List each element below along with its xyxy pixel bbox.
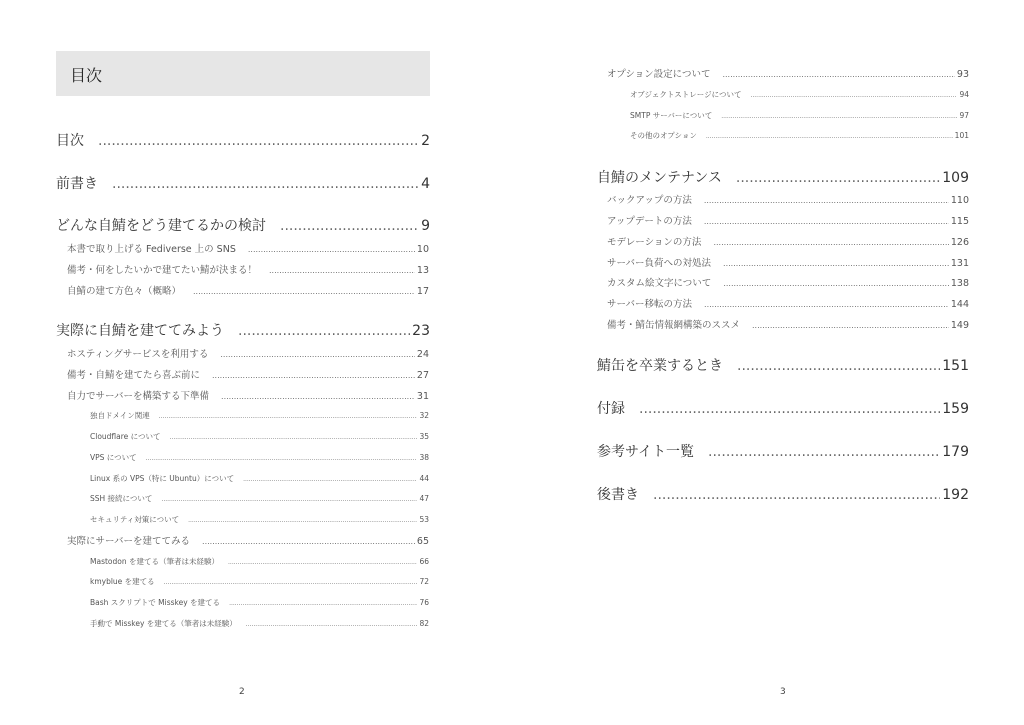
toc-entry-page: 151	[942, 358, 969, 374]
leader-dots	[202, 537, 415, 546]
toc-entry[interactable]	[67, 241, 429, 255]
toc-entry-title: どんな自鯖をどう建てるかの検討	[56, 218, 266, 234]
toc-entry-page: 23	[412, 323, 430, 339]
leader-dots	[221, 392, 415, 401]
toc-entry[interactable]	[90, 410, 429, 422]
toc-entry-title: セキュリティ対策について	[90, 515, 180, 524]
toc-entry[interactable]	[90, 556, 429, 568]
toc-entry-page: 138	[950, 278, 969, 289]
toc-entry-page: 27	[416, 370, 429, 381]
leader-dots	[220, 350, 415, 359]
toc-entry-title: 実際に自鯖を建ててみよう	[56, 323, 224, 339]
toc-entry-title: オプション設定について	[607, 69, 711, 80]
toc-entry-title: アップデートの方法	[607, 216, 692, 227]
toc-entry-page: 82	[419, 619, 429, 628]
toc-entry-title: SMTP サーバーについて	[630, 111, 713, 120]
toc-entry-title: 自鯖の建て方色々（概略）	[67, 286, 182, 297]
leader-dots	[243, 476, 417, 483]
leader-dots	[653, 487, 940, 503]
toc-entry[interactable]	[597, 441, 969, 461]
toc-entry[interactable]	[67, 283, 429, 297]
toc-entry-page: 131	[950, 258, 969, 269]
toc-entry-page: 97	[959, 111, 969, 120]
leader-dots	[248, 245, 415, 254]
toc-heading: 目次	[70, 66, 103, 85]
toc-entry[interactable]	[90, 514, 429, 526]
toc-entry-page: 53	[419, 515, 429, 524]
toc-entry[interactable]	[607, 213, 969, 227]
toc-entry-title: Mastodon を建てる（筆者は未経験）	[90, 557, 219, 566]
toc-entry-title: Linux 系の VPS（特に Ubuntu）について	[90, 474, 235, 483]
toc-entry-title: 備考・何をしたいかで建てたい鯖が決まる！	[67, 265, 258, 276]
toc-entry-page: 115	[950, 216, 969, 227]
leader-dots	[723, 259, 949, 268]
page-number: 2	[239, 687, 245, 697]
toc-entry[interactable]	[67, 262, 429, 276]
leader-dots	[246, 621, 418, 628]
leader-dots	[708, 444, 940, 460]
leader-dots	[212, 371, 415, 380]
leader-dots	[706, 133, 953, 140]
toc-entry-title: バックアップの方法	[607, 195, 692, 206]
toc-entry[interactable]	[607, 296, 969, 310]
toc-entry-title: サーバー負荷への対処法	[607, 258, 712, 269]
leader-dots	[98, 133, 419, 149]
toc-entry-page: 38	[419, 453, 429, 462]
leader-dots	[737, 358, 940, 374]
toc-entry-page: 17	[416, 286, 429, 297]
toc-heading-box	[56, 51, 430, 96]
toc-entry[interactable]	[67, 388, 429, 402]
toc-entry[interactable]	[607, 192, 969, 206]
right-page	[512, 0, 1024, 725]
toc-entry[interactable]	[607, 66, 969, 80]
toc-entry-title: 手動で Misskey を建てる（筆者は未経験）	[90, 619, 237, 628]
toc-entry[interactable]	[67, 367, 429, 381]
toc-entry[interactable]	[597, 484, 969, 504]
toc-entry-page: 13	[416, 265, 429, 276]
toc-entry[interactable]	[90, 493, 429, 505]
toc-entry-page: 44	[419, 474, 429, 483]
toc-entry-title: 独自ドメイン関連	[90, 411, 150, 420]
toc-entry[interactable]	[630, 110, 969, 122]
toc-entry-title: kmyblue を建てる	[90, 577, 155, 586]
toc-entry-title: 備考・鯖缶情報網構築のススメ	[607, 320, 741, 331]
toc-entry-title: 鯖缶を卒業するとき	[597, 358, 723, 374]
leader-dots	[159, 413, 418, 420]
toc-entry-page: 192	[942, 487, 969, 503]
toc-entry-page: 66	[419, 557, 429, 566]
leader-dots	[188, 517, 417, 524]
toc-entry-page: 101	[954, 131, 969, 140]
toc-entry-page: 179	[942, 444, 969, 460]
toc-entry-title: 付録	[597, 401, 625, 417]
toc-entry[interactable]	[56, 215, 430, 235]
toc-entry[interactable]	[607, 255, 969, 269]
toc-entry-title: 参考サイト一覧	[597, 444, 695, 460]
toc-entry-title: ホスティングサービスを利用する	[67, 349, 209, 360]
leader-dots	[193, 287, 415, 296]
toc-entry-title: 備考・自鯖を建てたら喜ぶ前に	[67, 370, 201, 381]
toc-entry-title: モデレーションの方法	[607, 237, 702, 248]
toc-entry-page: 65	[416, 536, 429, 547]
leader-dots	[238, 323, 410, 339]
toc-entry-page: 149	[950, 320, 969, 331]
toc-entry-page: 2	[421, 133, 430, 149]
toc-entry-title: 前書き	[56, 176, 98, 192]
toc-entry[interactable]	[56, 173, 430, 193]
toc-entry-page: 109	[942, 170, 969, 186]
toc-entry[interactable]	[607, 317, 969, 331]
toc-entry-page: 9	[421, 218, 430, 234]
toc-entry-title: 本書で取り上げる Fediverse 上の SNS	[67, 244, 236, 255]
toc-entry-title: 後書き	[597, 487, 639, 503]
toc-entry-title: 自鯖のメンテナンス	[597, 170, 722, 186]
toc-entry-page: 31	[416, 391, 429, 402]
toc-entry[interactable]	[597, 355, 969, 375]
toc-entry[interactable]	[597, 398, 969, 418]
leader-dots	[269, 266, 415, 275]
leader-dots	[704, 300, 949, 309]
toc-entry-page: 126	[950, 237, 969, 248]
toc-entry[interactable]	[90, 473, 429, 485]
toc-entry-page: 76	[419, 598, 429, 607]
toc-entry[interactable]	[67, 346, 429, 360]
toc-entry-title: 自力でサーバーを構築する下準備	[67, 391, 210, 402]
toc-entry-page: 47	[419, 494, 429, 503]
toc-entry-page: 32	[419, 411, 429, 420]
leader-dots	[146, 455, 418, 462]
leader-dots	[228, 559, 417, 566]
toc-entry-title: VPS について	[90, 453, 137, 462]
leader-dots	[736, 170, 940, 186]
leader-dots	[164, 579, 418, 586]
toc-entry[interactable]	[630, 130, 969, 142]
toc-entry-title: オブジェクトストレージについて	[630, 90, 742, 99]
toc-entry-page: 93	[956, 69, 969, 80]
leader-dots	[750, 92, 957, 99]
leader-dots	[704, 217, 949, 226]
toc-entry-page: 24	[416, 349, 429, 360]
toc-entry-title: サーバー移転の方法	[607, 299, 693, 310]
toc-entry[interactable]	[630, 89, 969, 101]
toc-entry-page: 10	[416, 244, 429, 255]
toc-entry-title: カスタム絵文字について	[607, 278, 712, 289]
toc-entry-page: 159	[942, 401, 969, 417]
toc-entry[interactable]	[56, 130, 430, 150]
leader-dots	[721, 113, 957, 120]
toc-entry[interactable]	[67, 533, 429, 547]
toc-entry[interactable]	[90, 597, 429, 609]
leader-dots	[161, 496, 417, 503]
toc-entry[interactable]	[90, 452, 429, 464]
toc-entry-page: 94	[959, 90, 969, 99]
toc-entry-page: 72	[419, 577, 429, 586]
toc-entry-title: SSH 接続について	[90, 494, 153, 503]
leader-dots	[722, 70, 954, 79]
toc-entry-page: 144	[950, 299, 969, 310]
leader-dots	[704, 196, 949, 205]
leader-dots	[723, 279, 949, 288]
toc-entry[interactable]	[90, 576, 429, 588]
toc-entry[interactable]	[56, 320, 430, 340]
toc-entry[interactable]	[607, 275, 969, 289]
leader-dots	[229, 600, 417, 607]
toc-entry-title: Bash スクリプトで Misskey を建てる	[90, 598, 221, 607]
page-number: 3	[780, 687, 786, 697]
toc-entry-page: 35	[419, 432, 429, 441]
toc-entry[interactable]	[597, 167, 969, 187]
toc-entry[interactable]	[607, 234, 969, 248]
leader-dots	[752, 321, 949, 330]
leader-dots	[170, 434, 418, 441]
toc-entry-title: 目次	[56, 133, 84, 149]
toc-entry-title: 実際にサーバーを建ててみる	[67, 536, 191, 547]
leader-dots	[280, 218, 419, 234]
toc-entry[interactable]	[90, 431, 429, 443]
leader-dots	[112, 176, 419, 192]
leader-dots	[639, 401, 940, 417]
toc-entry-title: その他のオプション	[630, 131, 697, 140]
toc-entry-title: Cloudflare について	[90, 432, 161, 441]
leader-dots	[713, 238, 948, 247]
toc-entry-page: 110	[950, 195, 969, 206]
toc-entry-page: 4	[421, 176, 430, 192]
toc-entry[interactable]	[90, 618, 429, 630]
